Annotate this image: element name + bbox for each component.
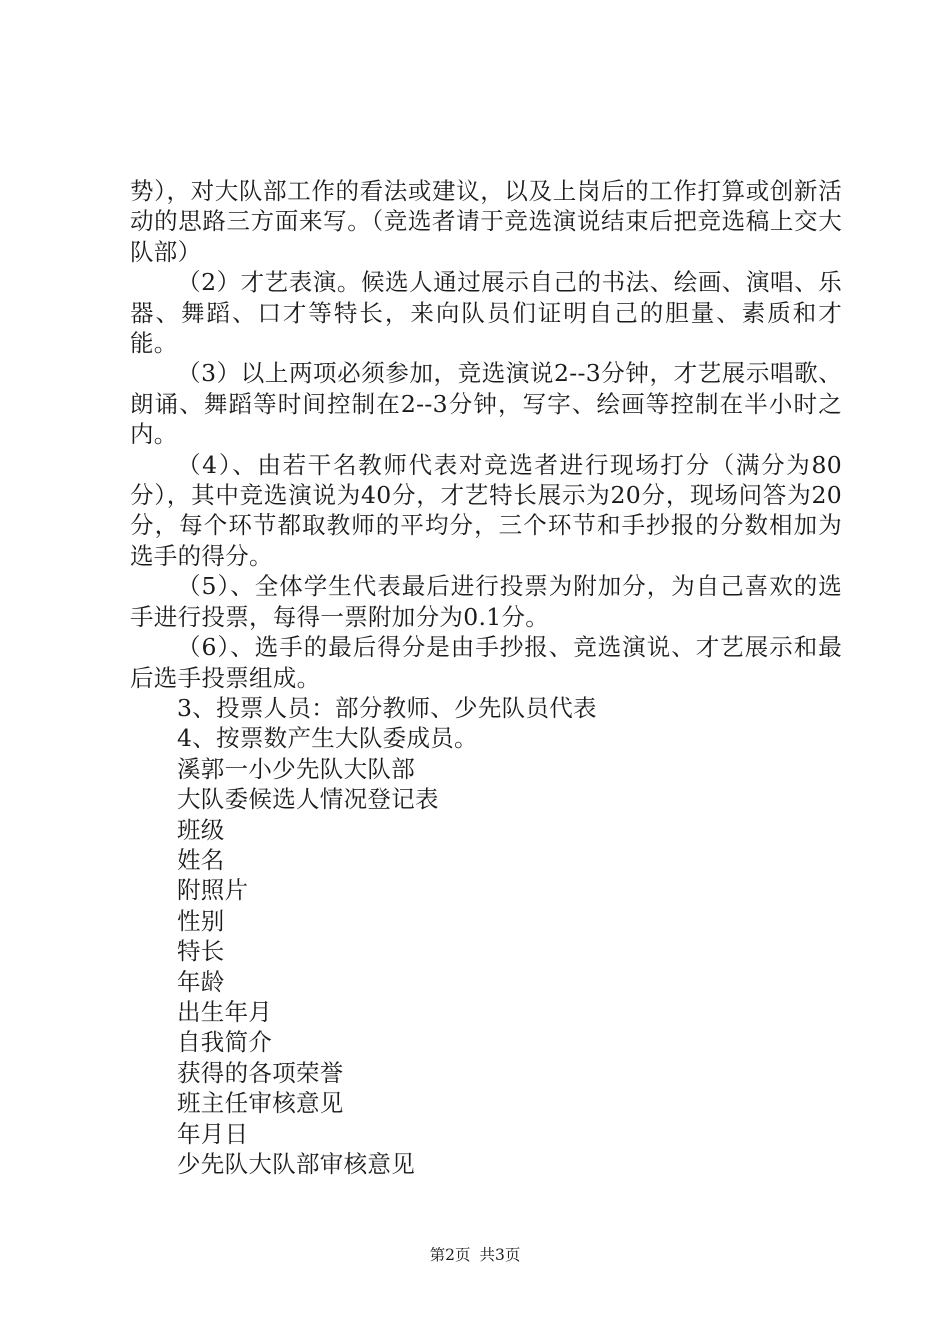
list-item: 自我简介: [177, 1028, 273, 1057]
page-number: 第2页: [429, 1246, 471, 1264]
paragraph-2: （3）以上两项必须参加，竞选演说2--3分钟，才艺展示唱歌、朗诵、舞蹈等时间控制在2--3分钟，写字、绘画等控制在半小时之内。: [130, 359, 842, 449]
list-item: 年月日: [177, 1119, 249, 1148]
list-item: 溪郭一小少先队大队部: [177, 754, 415, 783]
page-total: 共3页: [479, 1246, 521, 1264]
paragraph-5: （6）、选手的最后得分是由手抄报、竞选演说、才艺展示和最后选手投票组成。: [130, 633, 842, 692]
list-item: 出生年月: [177, 997, 273, 1026]
paragraph-1: （2）才艺表演。候选人通过展示自己的书法、绘画、演唱、乐器、舞蹈、口才等特长，来向队员们证明自己的胆量、素质和才能。: [130, 268, 842, 358]
list-item: 班主任审核意见: [177, 1089, 344, 1118]
registration-form-list: [130, 693, 842, 1180]
list-item: 班级: [177, 815, 225, 844]
paragraph-0: 势），对大队部工作的看法或建议，以及上岗后的工作打算或创新活动的思路三方面来写。（竞选者请于竞选演说结束后把竞选稿上交大队部）: [130, 177, 842, 266]
list-item: 3、投票人员：部分教师、少先队员代表: [177, 693, 597, 722]
paragraph-3: （4）、由若干名教师代表对竞选者进行现场打分（满分为80分），其中竞选演说为40分，才艺特长展示为20分，现场问答为20分，每个环节都取教师的平均分，三个环节和手抄报的分数相加为选手的得分。: [130, 450, 842, 570]
list-item: 大队委候选人情况登记表: [177, 785, 439, 814]
list-item: 特长: [177, 937, 225, 966]
list-item: 获得的各项荣誉: [177, 1058, 344, 1087]
paragraph-4: （5）、全体学生代表最后进行投票为附加分，为自己喜欢的选手进行投票，每得一票附加分为0.1分。: [130, 572, 842, 631]
list-item: 附照片: [177, 876, 249, 905]
document-body: [130, 176, 842, 1179]
list-item: 性别: [177, 906, 225, 935]
list-item: 姓名: [177, 845, 225, 874]
list-item: 年龄: [177, 967, 225, 996]
list-item: 少先队大队部审核意见: [177, 1150, 415, 1178]
page-footer: [0, 1243, 950, 1265]
list-item: 4、按票数产生大队委成员。: [177, 724, 478, 753]
